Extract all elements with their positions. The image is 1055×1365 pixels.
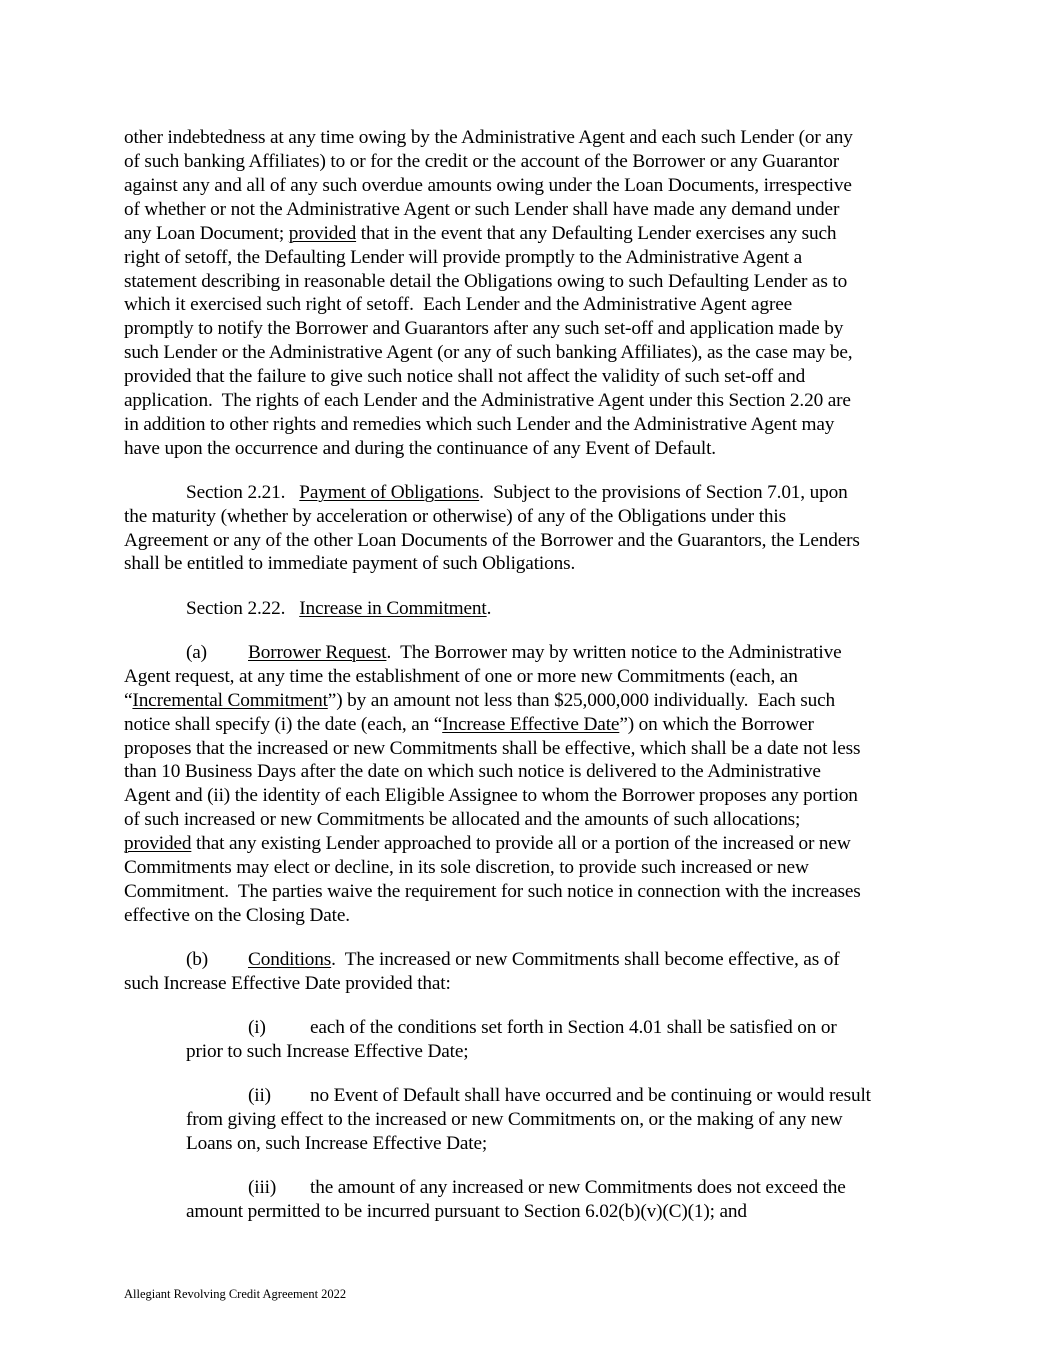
text-run: any Loan Document; — [124, 223, 289, 244]
clause-label: (a) — [186, 642, 207, 663]
text-run: ”) on which the Borrower — [619, 714, 814, 735]
text-run: . Subject to the provisions of Section 7.01, upon — [479, 482, 848, 503]
text-line — [248, 641, 842, 665]
text-line — [124, 222, 836, 246]
text-line: effective on the Closing Date. — [124, 905, 350, 926]
text-line: no Event of Default shall have occurred and be continuing or would result — [310, 1085, 871, 1106]
clause-label: (b) — [186, 949, 209, 970]
text-line: of such increased or new Commitments be allocated and the amounts of such allocations; — [124, 809, 801, 830]
defined-term-provided: provided — [124, 833, 192, 854]
section-heading: Payment of Obligations — [299, 482, 480, 503]
text-line — [124, 689, 835, 713]
text-line: from giving effect to the increased or new Commitments on, or the making of any new — [186, 1109, 843, 1130]
text-line: application. The rights of each Lender and the Administrative Agent under this Section 2.20 are — [124, 390, 851, 411]
text-line: shall be entitled to immediate payment of such Obligations. — [124, 553, 576, 574]
clause-heading: Conditions — [248, 949, 332, 970]
defined-term-increase-effective-date: Increase Effective Date — [442, 714, 620, 735]
text-run: . The increased or new Commitments shall become effective, as of — [331, 949, 840, 970]
text-run: . The Borrower may by written notice to the Administrative — [386, 642, 842, 663]
text-line: prior to such Increase Effective Date; — [186, 1041, 469, 1062]
page-footer: Allegiant Revolving Credit Agreement 2022 — [124, 1287, 347, 1301]
text-line: Commitment. The parties waive the requirement for such notice in connection with the increases — [124, 881, 861, 902]
text-line: statement describing in reasonable detail the Obligations owing to such Defaulting Lender as to — [124, 271, 848, 292]
text-line: Agent request, at any time the establishment of one or more new Commitments (each, an — [124, 666, 798, 687]
text-line: other indebtedness at any time owing by the Administrative Agent and each such Lender (or any — [124, 127, 853, 148]
subclause-label: (iii) — [248, 1177, 277, 1198]
text-line: proposes that the increased or new Commitments shall be effective, which shall be a date not less — [124, 738, 861, 759]
text-line: amount permitted to be incurred pursuant to Section 6.02(b)(v)(C)(1); and — [186, 1201, 747, 1222]
text-line: than 10 Business Days after the date on which such notice is delivered to the Administrative — [124, 761, 821, 782]
text-line: have upon the occurrence and during the continuance of any Event of Default. — [124, 438, 716, 459]
text-line — [186, 481, 848, 505]
text-line: against any and all of any such overdue amounts owing under the Loan Documents, irrespective — [124, 175, 852, 196]
text-line: right of setoff, the Defaulting Lender will provide promptly to the Administrative Agent a — [124, 247, 802, 268]
text-line: the maturity (whether by acceleration or otherwise) of any of the Obligations under this — [124, 506, 786, 527]
text-line: Agreement or any of the other Loan Documents of the Borrower and the Guarantors, the Lenders — [124, 530, 860, 551]
text-run: “ — [124, 690, 133, 711]
defined-term-provided: provided — [288, 223, 357, 244]
text-line: Agent and (ii) the identity of each Eligible Assignee to whom the Borrower proposes any portion — [124, 785, 858, 806]
text-line — [124, 832, 851, 856]
text-line: in addition to other rights and remedies which such Lender and the Administrative Agent may — [124, 414, 835, 435]
text-run: . — [486, 598, 492, 619]
text-line: of whether or not the Administrative Agent or such Lender shall have made any demand under — [124, 199, 840, 220]
section-number: Section 2.22. — [186, 598, 300, 619]
text-line — [248, 948, 840, 972]
text-line: such Increase Effective Date provided that: — [124, 973, 451, 994]
subclause-label: (i) — [248, 1017, 266, 1038]
text-line: provided that the failure to give such notice shall not affect the validity of such set-off and — [124, 366, 806, 387]
section-heading: Increase in Commitment — [299, 598, 487, 619]
text-run: ”) by an amount not less than $25,000,000 individually. Each such — [327, 690, 835, 711]
text-line: Commitments may elect or decline, in its sole discretion, to provide such increased or new — [124, 857, 809, 878]
text-line: Loans on, such Increase Effective Date; — [186, 1133, 488, 1154]
text-line: the amount of any increased or new Commitments does not exceed the — [310, 1177, 846, 1198]
text-line: of such banking Affiliates) to or for the credit or the account of the Borrower or any Guarantor — [124, 151, 840, 172]
defined-term-incremental-commitment: Incremental Commitment — [132, 690, 328, 711]
text-line — [124, 713, 814, 737]
text-line: each of the conditions set forth in Section 4.01 shall be satisfied on or — [310, 1017, 837, 1038]
text-line: promptly to notify the Borrower and Guarantors after any such set-off and application made by — [124, 318, 844, 339]
text-line: which it exercised such right of setoff. Each Lender and the Administrative Agent agree — [124, 294, 793, 315]
text-run: notice shall specify (i) the date (each, an “ — [124, 714, 443, 735]
clause-heading: Borrower Request — [248, 642, 387, 663]
section-2-22 — [186, 597, 491, 621]
subclause-label: (ii) — [248, 1085, 271, 1106]
text-run: that any existing Lender approached to provide all or a portion of the increased or new — [191, 833, 851, 854]
text-run: that in the event that any Defaulting Lender exercises any such — [356, 223, 837, 244]
section-number: Section 2.21. — [186, 482, 300, 503]
text-line: such Lender or the Administrative Agent (or any of such banking Affiliates), as the case may be, — [124, 342, 853, 363]
